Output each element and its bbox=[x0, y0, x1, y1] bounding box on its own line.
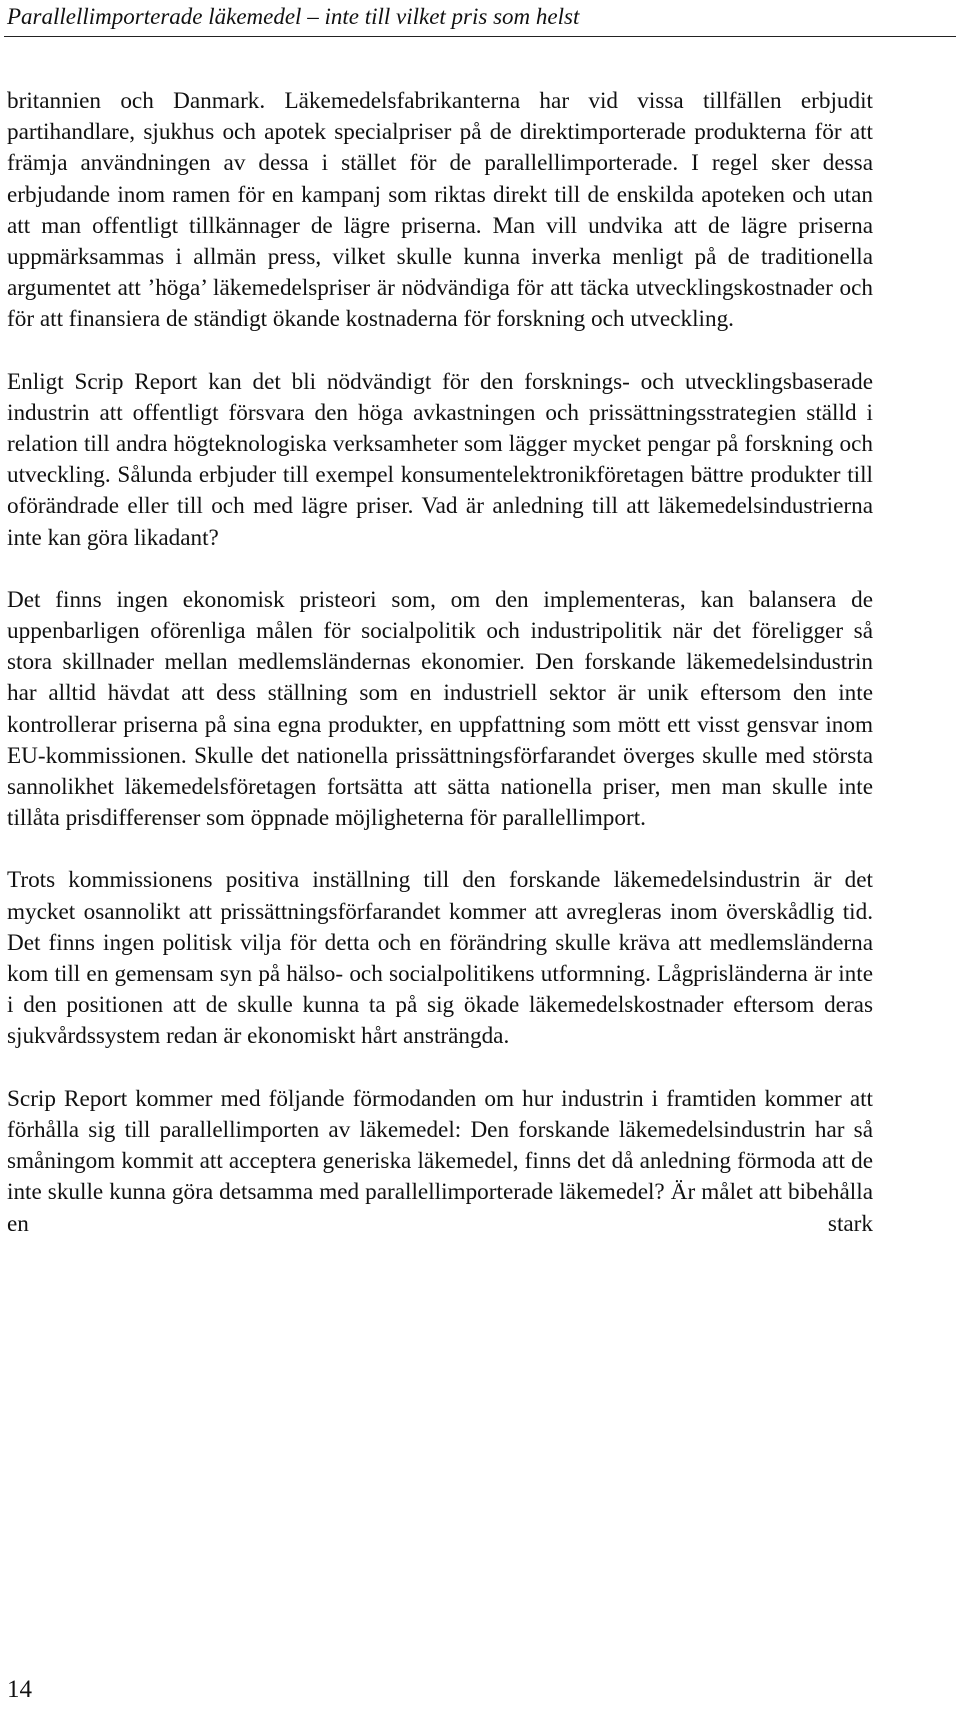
paragraph-3: Det finns ingen ekonomisk pristeori som, om den implementeras, kan balansera de uppenbarligen oförenliga målen för socialpolitik och industripolitik när det föreligger så stora skillnader mellan medlemsländernas ekonomier. Den forskande läkemedelsindustrin har alltid hävdat att dess ställning som en industriell sektor är unik eftersom den inte kontrollerar priserna på sina egna produkter, en uppfattning som mött ett visst gensvar inom EU-kommissionen. Skulle det nationella prissättningsförfarandet överges skulle med största sannolikhet läkemedelsföretagen fortsätta att sätta nationella priser, men man skulle inte tillåta prisdifferenser som öppnade möjligheterna för parallellimport. bbox=[7, 586, 873, 832]
running-header-title: Parallellimporterade läkemedel – inte till vilket pris som helst bbox=[7, 4, 580, 29]
paragraph-5: Scrip Report kommer med följande förmodanden om hur industrin i framtiden kommer att förhålla sig till parallellimporten av läkemedel: Den forskande läkemedelsindustrin har så småningom kommit att acceptera generiska läkemedel, finns det då anledning förmoda att de inte skulle kunna göra detsamma med parallellimporterade läkemedel? Är målet att bibehålla en stark bbox=[7, 1085, 873, 1237]
paragraph-2: Enligt Scrip Report kan det bli nödvändigt för den forsknings- och utvecklingsbaserade industrin att offentligt försvara den höga avkastningen och prissättningsstrategien ställd i relation till andra högteknologiska verksamheter som lägger mycket pengar på forskning och utveckling. Sålunda erbjuder till exempel konsumentelektronikföretagen bättre produkter till oförändrade eller till och med lägre priser. Vad är anledning till att läkemedelsindustrierna inte kan göra likadant? bbox=[7, 368, 873, 551]
paragraph-4: Trots kommissionens positiva inställning till den forskande läkemedelsindustrin är det mycket osannolikt att prissättningsförfarandet kommer att avregleras inom överskådlig tid. Det finns ingen politisk vilja för detta och en förändring skulle kräva att medlemsländerna kom till en gemensam syn på hälso- och socialpolitikens utformning. Lågprisländerna är inte i den positionen att de skulle kunna ta på sig ökade läkemedelskostnader eftersom deras sjukvårdssystem redan är ekonomiskt hårt ansträngda. bbox=[7, 867, 873, 1050]
paragraph-1: britannien och Danmark. Läkemedelsfabrikanterna har vid vissa tillfällen erbjudit partihandlare, sjukhus och apotek specialpriser på de direktimporterade produkterna för att främja användningen av dessa i stället för de parallellimporterade. I regel sker dessa erbjudande inom ramen för en kampanj som riktas direkt till de enskilda apoteken och utan att man offentligt tillkännager de lägre priserna. Man vill undvika att de lägre priserna uppmärksammas i allmän press, vilket skulle kunna inverka menligt på de traditionella argumentet att ’höga’ läkemedelspriser är nödvändiga för att täcka utvecklingskostnader och för att finansiera de ständigt ökande kostnaderna för forskning och utveckling. bbox=[7, 88, 873, 333]
page-number: 14 bbox=[7, 1676, 32, 1703]
body-text bbox=[7, 86, 873, 1240]
header-rule bbox=[4, 36, 956, 37]
